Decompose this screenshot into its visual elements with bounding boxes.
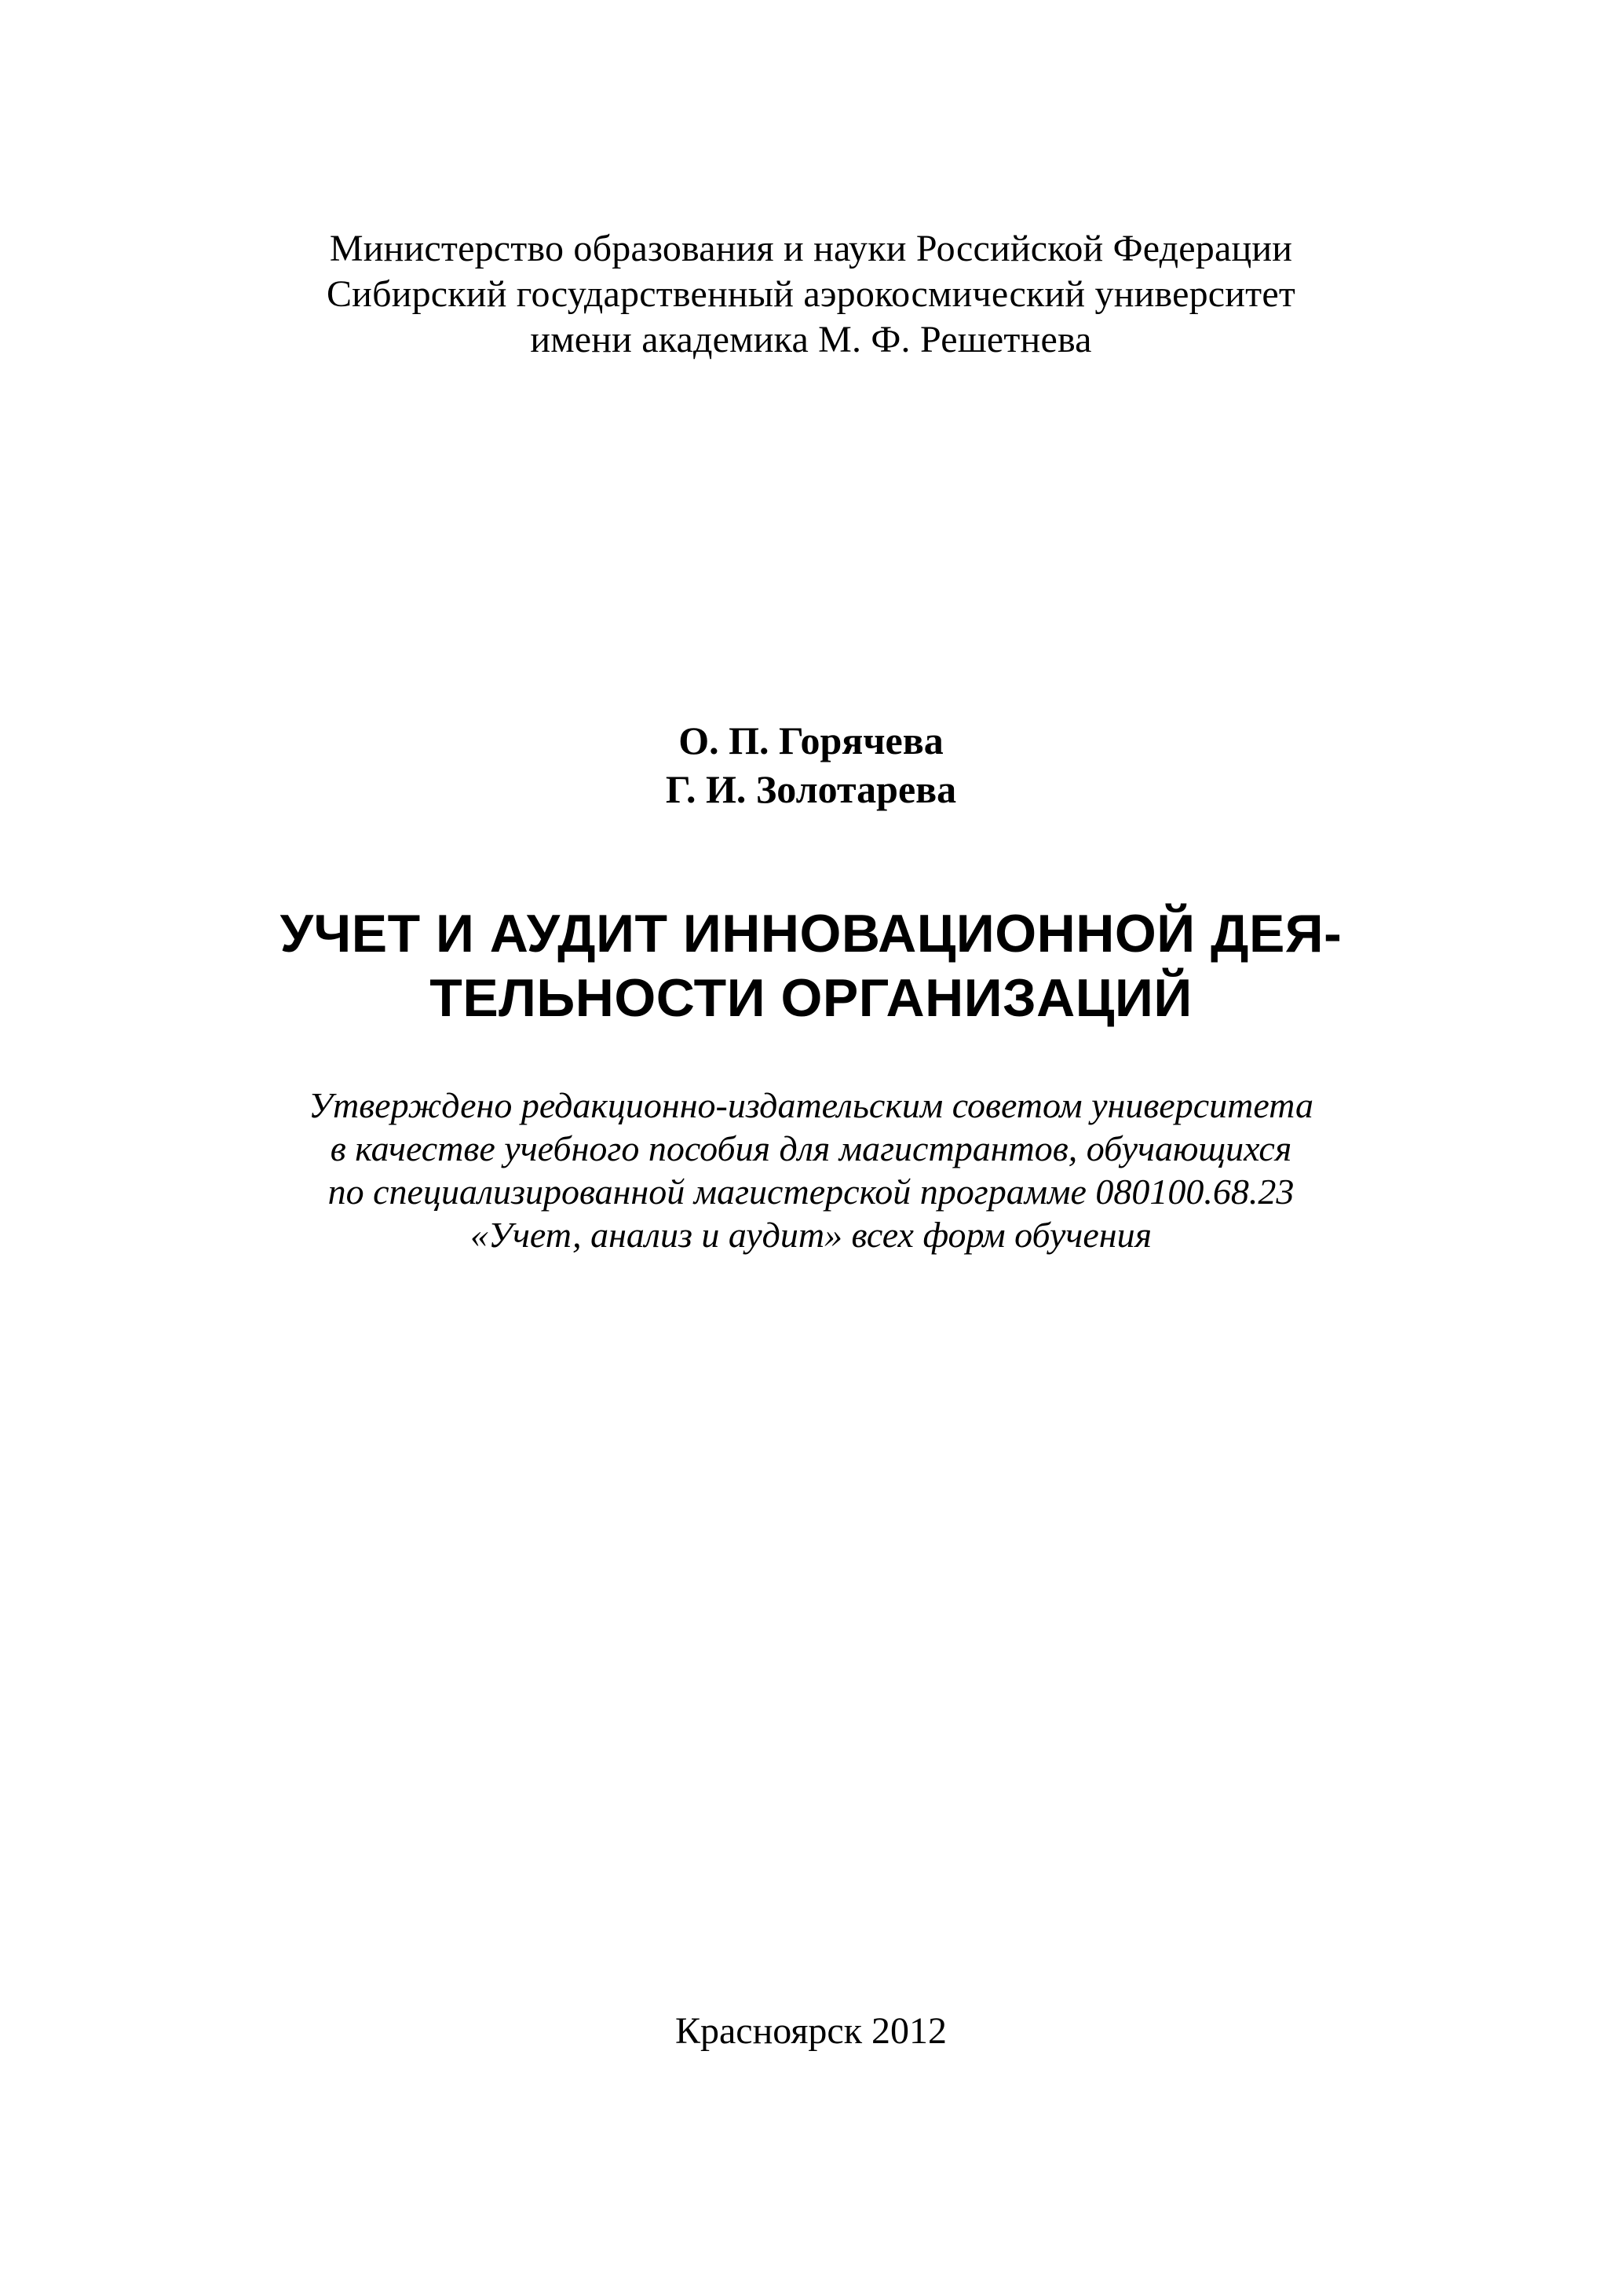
title-line: УЧЕТ И АУДИТ ИННОВАЦИОННОЙ ДЕЯ- (279, 904, 1343, 963)
approval-line: по специализированной магистерской программе 080100.68.23 (327, 1172, 1295, 1212)
approval-note (0, 1084, 1622, 1256)
book-title (0, 901, 1622, 1030)
city-year: Красноярск 2012 (674, 2010, 948, 2052)
author-name: Г. И. Золотарева (665, 767, 957, 811)
publication-place-year (0, 2009, 1622, 2054)
authors (0, 716, 1622, 813)
approval-line: в качестве учебного пособия для магистрантов, обучающихся (330, 1128, 1292, 1168)
approval-line: Утверждено редакционно-издательским советом университета (309, 1085, 1313, 1125)
author-name: О. П. Горячева (678, 718, 944, 762)
ministry-line: Министерство образования и науки Российской Федерации (329, 228, 1293, 269)
university-line: Сибирский государственный аэрокосмический университет (326, 273, 1296, 315)
approval-line: «Учет, анализ и аудит» всех форм обучения (470, 1215, 1152, 1255)
university-namesake-line: имени академика М. Ф. Решетнева (530, 319, 1092, 360)
institution-header (0, 226, 1622, 363)
title-line: ТЕЛЬНОСТИ ОРГАНИЗАЦИЙ (429, 968, 1193, 1028)
